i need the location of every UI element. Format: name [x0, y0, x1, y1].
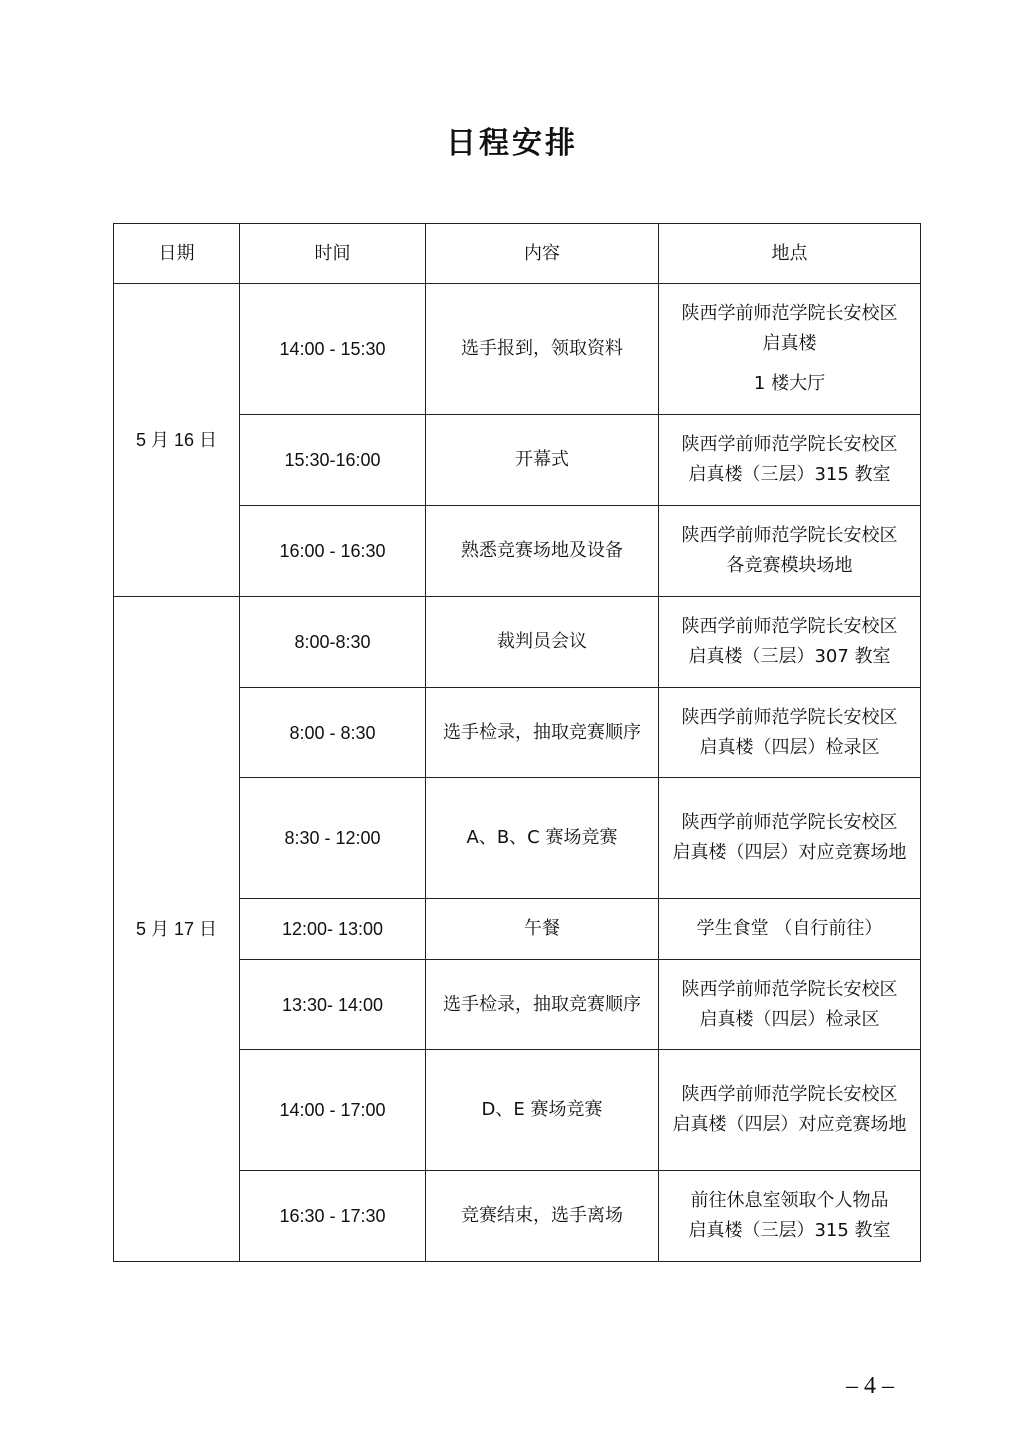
- location-cell: [659, 778, 921, 899]
- time-cell: 13:30- 14:00: [240, 960, 426, 1050]
- location-line: 启真楼（四层）检录区: [699, 736, 880, 758]
- location-line: 启真楼（三层）315 教室: [688, 464, 891, 485]
- content-cell: 熟悉竞赛场地及设备: [426, 506, 659, 597]
- location-line: 前往休息室领取个人物品: [690, 1190, 889, 1211]
- location-cell: [659, 415, 921, 506]
- content-cell: 选手检录，抽取竞赛顺序: [426, 960, 659, 1050]
- header-date: 日期: [114, 224, 240, 284]
- time-cell: 8:00 - 8:30: [240, 688, 426, 778]
- content-cell: 选手报到，领取资料: [426, 284, 659, 415]
- time-cell: 16:00 - 16:30: [240, 506, 426, 597]
- time-cell: 14:00 - 15:30: [240, 284, 426, 415]
- page-number: – 4 –: [846, 1373, 894, 1399]
- time-cell: 14:00 - 17:00: [240, 1050, 426, 1171]
- content-cell: 裁判员会议: [426, 597, 659, 688]
- location-line: 陕西学前师范学院长安校区: [681, 525, 898, 546]
- location-cell: [659, 688, 921, 778]
- content-cell: A、B、C 赛场竞赛: [426, 778, 659, 899]
- location-line: 启真楼（四层）检录区: [699, 1008, 880, 1030]
- location-line: 陕西学前师范学院长安校区: [681, 706, 898, 728]
- header-location: 地点: [659, 224, 921, 284]
- header-time: 时间: [240, 224, 426, 284]
- location-cell: [659, 597, 921, 688]
- time-cell: 15:30-16:00: [240, 415, 426, 506]
- date-cell: 5 月 17 日: [114, 597, 240, 1262]
- location-cell: [659, 1050, 921, 1171]
- location-cell: [659, 284, 921, 415]
- time-cell: 12:00- 13:00: [240, 899, 426, 960]
- location-line: 各竞赛模块场地: [726, 555, 853, 576]
- location-cell: [659, 1171, 921, 1262]
- content-cell: 竞赛结束，选手离场: [426, 1171, 659, 1262]
- time-cell: 8:00-8:30: [240, 597, 426, 688]
- location-line: 启真楼（四层）对应竞赛场地: [672, 842, 907, 863]
- schedule-table: [113, 223, 921, 1262]
- table-row: [114, 597, 921, 688]
- location-cell: [659, 960, 921, 1050]
- location-line: 1 楼大厅: [753, 373, 826, 394]
- location-line: 陕西学前师范学院长安校区: [681, 978, 898, 1000]
- table-header-row: [114, 224, 921, 284]
- location-line: 陕西学前师范学院长安校区: [681, 303, 898, 324]
- location-line: 学生食堂 （自行前往）: [696, 918, 883, 939]
- date-cell: 5 月 16 日: [114, 284, 240, 597]
- location-line: 陕西学前师范学院长安校区: [681, 434, 898, 455]
- location-line: 启真楼（三层）315 教室: [688, 1220, 891, 1241]
- location-cell: [659, 899, 921, 960]
- location-line: 启真楼（四层）对应竞赛场地: [672, 1114, 907, 1135]
- location-line: 陕西学前师范学院长安校区: [681, 1084, 898, 1105]
- location-cell: [659, 506, 921, 597]
- table-row: [114, 284, 921, 415]
- time-cell: 16:30 - 17:30: [240, 1171, 426, 1262]
- location-line: 陕西学前师范学院长安校区: [681, 616, 898, 637]
- page-title: 日程安排: [446, 126, 578, 161]
- content-cell: 午餐: [426, 899, 659, 960]
- location-line: 陕西学前师范学院长安校区: [681, 812, 898, 833]
- time-cell: 8:30 - 12:00: [240, 778, 426, 899]
- location-line: 启真楼（三层）307 教室: [688, 646, 891, 667]
- location-line: 启真楼: [762, 333, 817, 354]
- header-content: 内容: [426, 224, 659, 284]
- content-cell: D、E 赛场竞赛: [426, 1050, 659, 1171]
- content-cell: 开幕式: [426, 415, 659, 506]
- content-cell: 选手检录，抽取竞赛顺序: [426, 688, 659, 778]
